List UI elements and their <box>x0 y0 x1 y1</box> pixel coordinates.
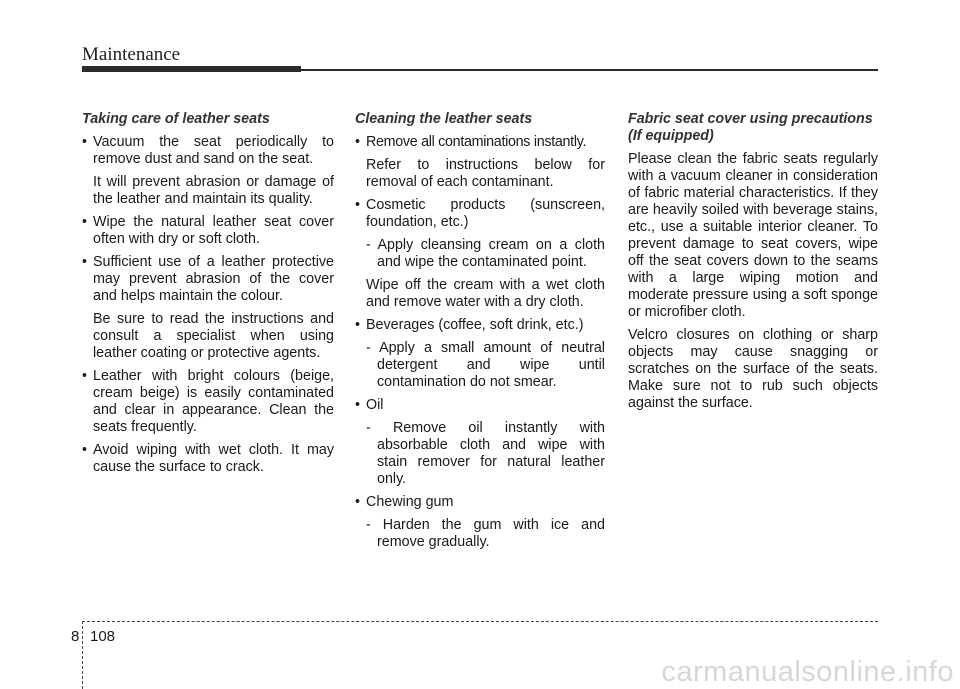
column-leather-care <box>82 111 334 482</box>
column-leather-cleaning <box>355 111 605 557</box>
bullet-avoid-wet: • Avoid wiping with wet cloth. It may cause the surface to crack. <box>82 442 334 476</box>
footer-divider-vertical <box>82 621 83 689</box>
bullet-vacuum: • Vacuum the seat periodically to remove dust and sand on the seat. <box>82 134 334 168</box>
bullet-cosmetics: • Cosmetic products (sunscreen, foundation, etc.) <box>355 197 605 231</box>
dash-cosmetics: - Apply cleansing cream on a cloth and wipe the contaminated point. <box>366 237 605 270</box>
heading-leather-care: Taking care of leather seats <box>82 111 270 127</box>
header-rule-thick <box>82 66 301 72</box>
note-wipe-cream: Wipe off the cream with a wet cloth and remove water with a dry cloth. <box>366 277 605 310</box>
watermark: carmanualsonline.info <box>661 656 954 688</box>
dash-beverages: - Apply a small amount of neutral detergent and wipe until contamination do not smear. <box>366 340 605 390</box>
header-rule-thin <box>301 69 878 71</box>
section-title: Maintenance <box>82 44 181 65</box>
heading-fabric-seats: Fabric seat cover using precautions (If equipped) <box>628 111 873 144</box>
column-fabric-seats <box>628 111 878 418</box>
bullet-protective: • Sufficient use of a leather protective may prevent abrasion of the cover and helps maintain the colour. <box>82 254 334 305</box>
para-fabric-cleaning: Please clean the fabric seats regularly with a vacuum cleaner in consideration of fabric material characteristics. If they are heavily soiled with beverage stains, etc., use a suitable interior cleaner. To prevent damage to seat covers, wipe off the seat covers down to the seams with a large wiping motion and moderate pressure using a soft sponge or microfiber cloth. <box>628 151 878 320</box>
bullet-gum: • Chewing gum <box>355 494 605 511</box>
chapter-number: 8 <box>71 628 80 645</box>
page-number: 108 <box>90 628 116 645</box>
bullet-beverages: • Beverages (coffee, soft drink, etc.) <box>355 317 605 334</box>
footer-divider-horizontal <box>82 621 878 622</box>
dash-gum: - Harden the gum with ice and remove gradually. <box>366 517 605 550</box>
bullet-oil: • Oil <box>355 397 605 414</box>
bullet-remove-contaminations: • Remove all contaminations instantly. <box>355 134 605 151</box>
bullet-bright-colours: • Leather with bright colours (beige, cream beige) is easily contaminated and clear in appearance. Clean the seats frequently. <box>82 368 334 436</box>
bullet-wipe: • Wipe the natural leather seat cover often with dry or soft cloth. <box>82 214 334 248</box>
para-velcro: Velcro closures on clothing or sharp objects may cause snagging or scratches on the surface of the seats. Make sure not to rub such objects against the surface. <box>628 327 878 411</box>
note-abrasion: It will prevent abrasion or damage of the leather and maintain its quality. <box>93 174 334 207</box>
note-refer: Refer to instructions below for removal of each contaminant. <box>366 157 605 190</box>
heading-leather-cleaning: Cleaning the leather seats <box>355 111 533 127</box>
note-instructions: Be sure to read the instructions and consult a specialist when using leather coating or protective agents. <box>93 311 334 361</box>
dash-oil: - Remove oil instantly with absorbable cloth and wipe with stain remover for natural leather only. <box>366 420 605 487</box>
